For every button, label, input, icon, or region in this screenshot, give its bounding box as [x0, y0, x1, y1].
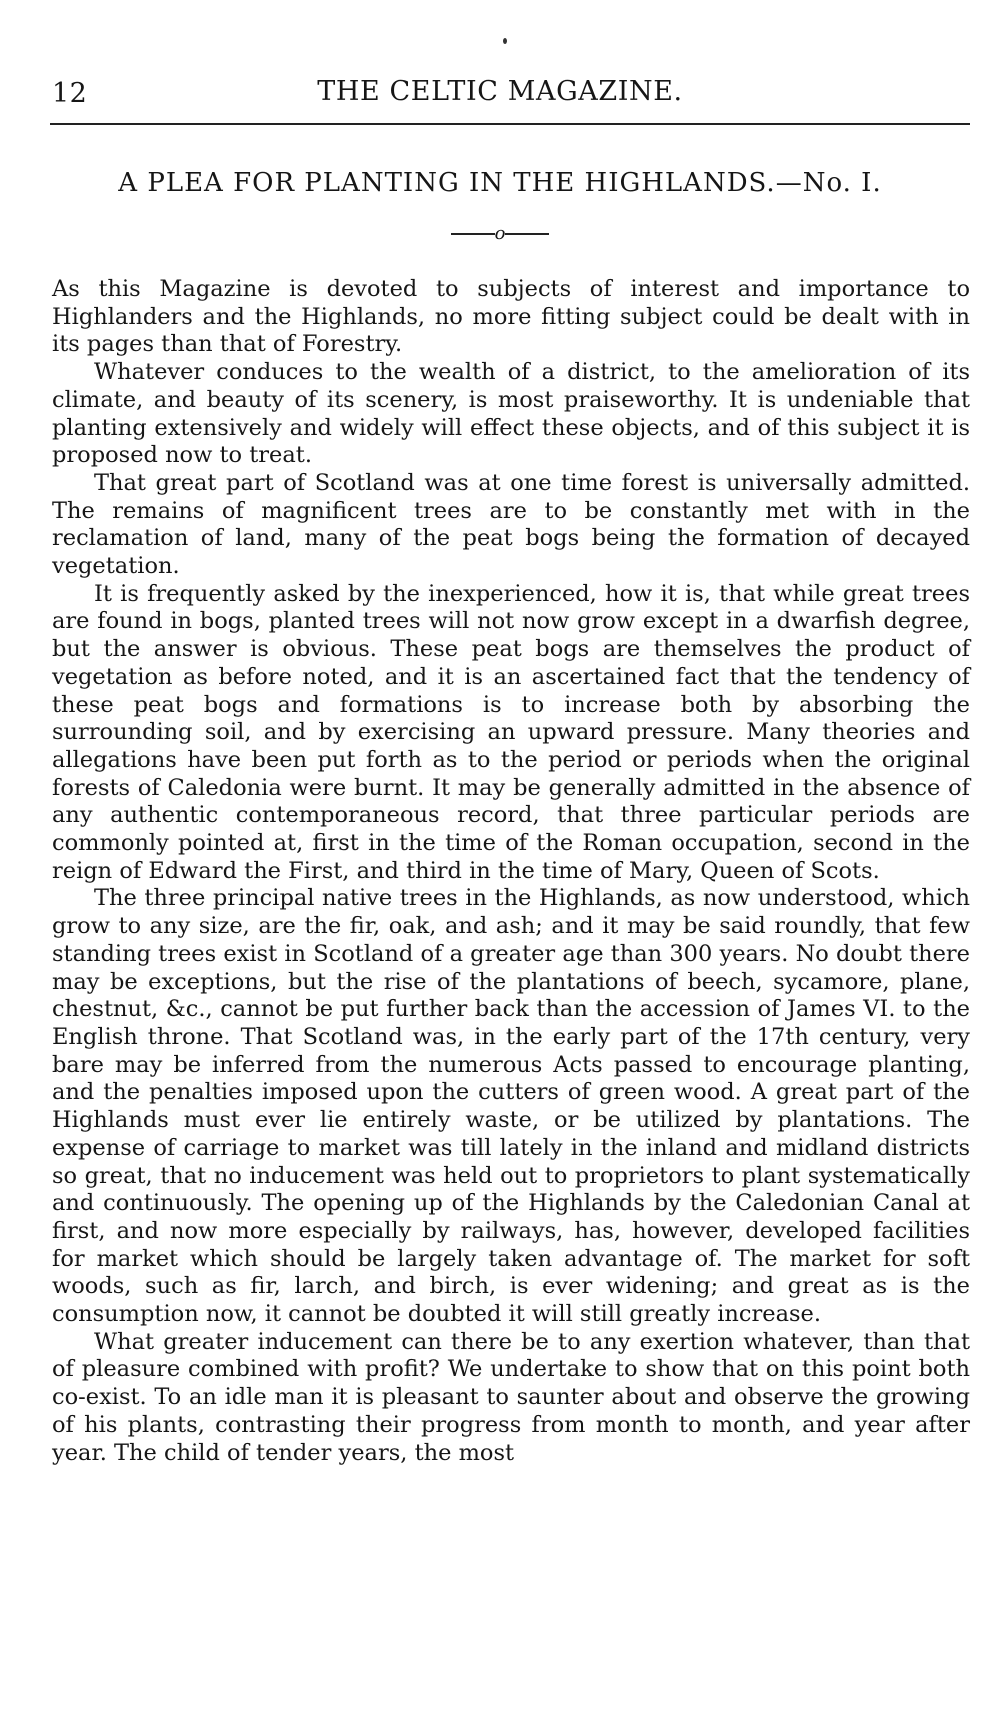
ornament-mark: o	[494, 223, 506, 244]
article-title: A PLEA FOR PLANTING IN THE HIGHLANDS.—No. I.	[118, 168, 882, 198]
print-speck	[503, 38, 507, 44]
paragraph-4: It is frequently asked by the inexperienced, how it is, that while great trees are found in bogs, planted trees will not now grow except in a dwarfish degree, but the answer is obvious. These peat bogs are themselves the product of vegetation as before noted, and it is an ascertained fact that the tendency of these peat bogs and formations is to increase both by absorbing the surrounding soil, and by exercising an upward pressure. Many theories and allegations have been put forth as to the period or periods when the original forests of Caledonia were burnt. It may be generally admitted in the absence of any authentic contemporaneous record, that three particular periods are commonly pointed at, first in the time of the Roman occupation, second in the reign of Edward the First, and third in the time of Mary, Queen of Scots.	[52, 580, 970, 884]
paragraph-3: That great part of Scotland was at one time forest is universally admitted. The remains of magnificent trees are to be constantly met with in the reclamation of land, many of the peat bogs being the formation of decayed vegetation.	[52, 469, 970, 580]
page-number: 12	[52, 78, 88, 109]
running-title: THE CELTIC MAGAZINE.	[317, 76, 683, 107]
article-body	[52, 276, 970, 1467]
header-rule	[50, 123, 970, 125]
paragraph-6: What greater inducement can there be to any exertion whatever, than that of pleasure combined with profit? We undertake to show that on this point both co-exist. To an idle man it is pleasant to saunter about and observe the growing of his plants, contrasting their progress from month to month, and year after year. The child of tender years, the most	[52, 1328, 970, 1466]
title-ornament	[0, 224, 1000, 244]
ornament-right-rule	[505, 233, 549, 235]
paragraph-5: The three principal native trees in the Highlands, as now understood, which grow to any size, are the fir, oak, and ash; and it may be said roundly, that few standing trees exist in Scotland of a greater age than 300 years. No doubt there may be exceptions, but the rise of the plantations of beech, sycamore, plane, chestnut, &c., cannot be put further back than the accession of James VI. to the English throne. That Scotland was, in the early part of the 17th century, very bare may be inferred from the numerous Acts passed to encourage planting, and the penalties imposed upon the cutters of green wood. A great part of the Highlands must ever lie entirely waste, or be utilized by plantations. The expense of carriage to market was till lately in the inland and midland districts so great, that no inducement was held out to proprietors to plant systematically and continuously. The opening up of the Highlands by the Caledonian Canal at first, and now more especially by railways, has, however, developed facilities for market which should be largely taken advantage of. The market for soft woods, such as fir, larch, and birch, is ever widening; and great as is the consumption now, it cannot be doubted it will still greatly increase.	[52, 885, 970, 1328]
paragraph-1: As this Magazine is devoted to subjects of interest and importance to Highlanders and the Highlands, no more fitting subject could be dealt with in its pages than that of Forestry.	[52, 276, 970, 358]
ornament-left-rule	[451, 233, 495, 235]
paragraph-2: Whatever conduces to the wealth of a district, to the amelioration of its climate, and beauty of its scenery, is most praiseworthy. It is undeniable that planting extensively and widely will effect these objects, and of this subject it is proposed now to treat.	[52, 359, 970, 469]
